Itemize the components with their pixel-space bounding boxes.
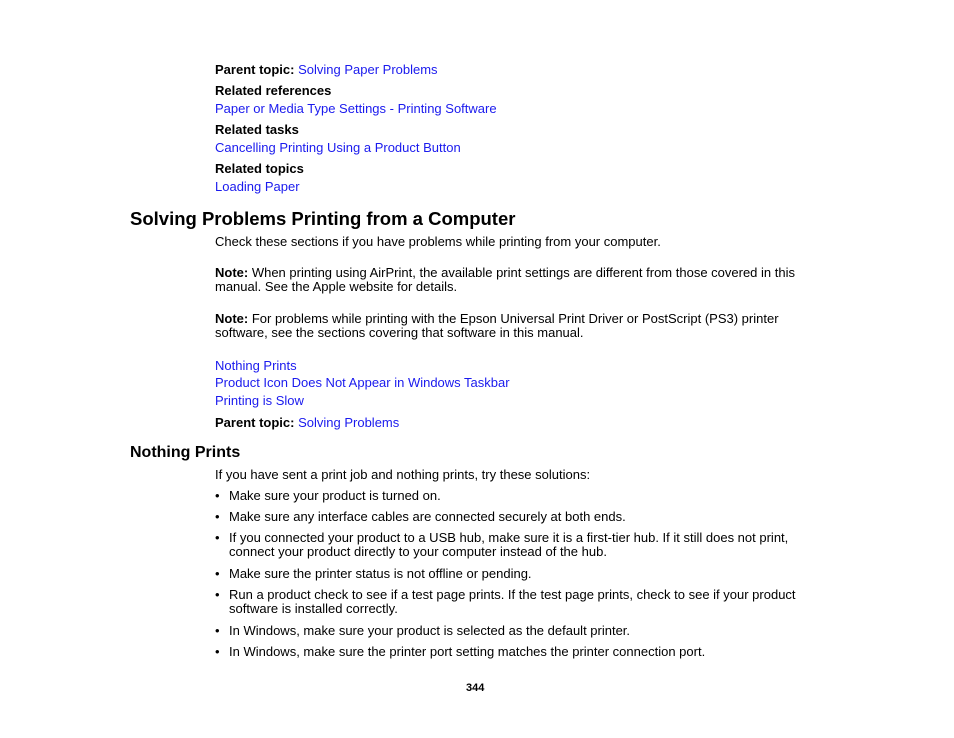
parent-topic-link[interactable]: Solving Problems — [298, 415, 400, 430]
note-text: When printing using AirPrint, the available print settings are different from those covered in this — [248, 265, 795, 280]
list-item-text: Make sure your product is turned on. — [229, 488, 441, 503]
list-item-text: In Windows, make sure your product is selected as the default printer. — [229, 623, 631, 638]
list-item-text: Make sure any interface cables are connected securely at both ends. — [229, 509, 626, 524]
note-airprint — [215, 266, 815, 294]
bullet-icon: • — [215, 530, 220, 545]
parent-topic-label: Parent topic: — [215, 415, 295, 430]
section-intro: If you have sent a print job and nothing prints, try these solutions: — [215, 467, 591, 482]
parent-topic-link[interactable]: Solving Paper Problems — [298, 62, 438, 77]
related-task-link[interactable]: Cancelling Printing Using a Product Button — [215, 140, 461, 155]
bullet-icon: • — [215, 509, 220, 524]
section-intro: Check these sections if you have problems while printing from your computer. — [215, 234, 661, 249]
note-text: software, see the sections covering that software in this manual. — [215, 325, 584, 340]
related-reference-link[interactable]: Paper or Media Type Settings - Printing Software — [215, 101, 497, 116]
note-label: Note: — [215, 265, 249, 280]
parent-topic-label: Parent topic: — [215, 62, 295, 77]
parent-topic-line — [215, 62, 438, 77]
link-printing-slow[interactable]: Printing is Slow — [215, 393, 304, 408]
related-topics-heading: Related topics — [215, 161, 304, 176]
related-tasks-heading: Related tasks — [215, 122, 299, 137]
note-label: Note: — [215, 311, 249, 326]
parent-topic-line — [215, 415, 399, 430]
link-product-icon[interactable]: Product Icon Does Not Appear in Windows Taskbar — [215, 375, 510, 390]
list-item-text: If you connected your product to a USB hub, make sure it is a first-tier hub. If it still does not print, — [229, 530, 789, 545]
section-title-nothing-prints: Nothing Prints — [130, 444, 241, 461]
list-item-text: Run a product check to see if a test page prints. If the test page prints, check to see if your product — [229, 587, 796, 602]
note-text: manual. See the Apple website for details. — [215, 279, 458, 294]
section-title-printing-from-computer: Solving Problems Printing from a Computer — [130, 208, 516, 229]
bullet-icon: • — [215, 587, 220, 602]
list-item-text: In Windows, make sure the printer port setting matches the printer connection port. — [229, 644, 706, 659]
list-item-text: Make sure the printer status is not offline or pending. — [229, 566, 532, 581]
bullet-icon: • — [215, 488, 220, 503]
related-references-heading: Related references — [215, 83, 332, 98]
related-topic-link[interactable]: Loading Paper — [215, 179, 300, 194]
list-item-text: software is installed correctly. — [229, 601, 398, 616]
bullet-icon: • — [215, 566, 220, 581]
bullet-icon: • — [215, 644, 220, 659]
link-nothing-prints[interactable]: Nothing Prints — [215, 358, 297, 373]
page-number: 344 — [466, 682, 485, 694]
bullet-icon: • — [215, 623, 220, 638]
note-text: For problems while printing with the Epson Universal Print Driver or PostScript (PS3) printer — [248, 311, 779, 326]
list-item-text: connect your product directly to your computer instead of the hub. — [229, 544, 607, 559]
note-universal-driver — [215, 312, 815, 340]
